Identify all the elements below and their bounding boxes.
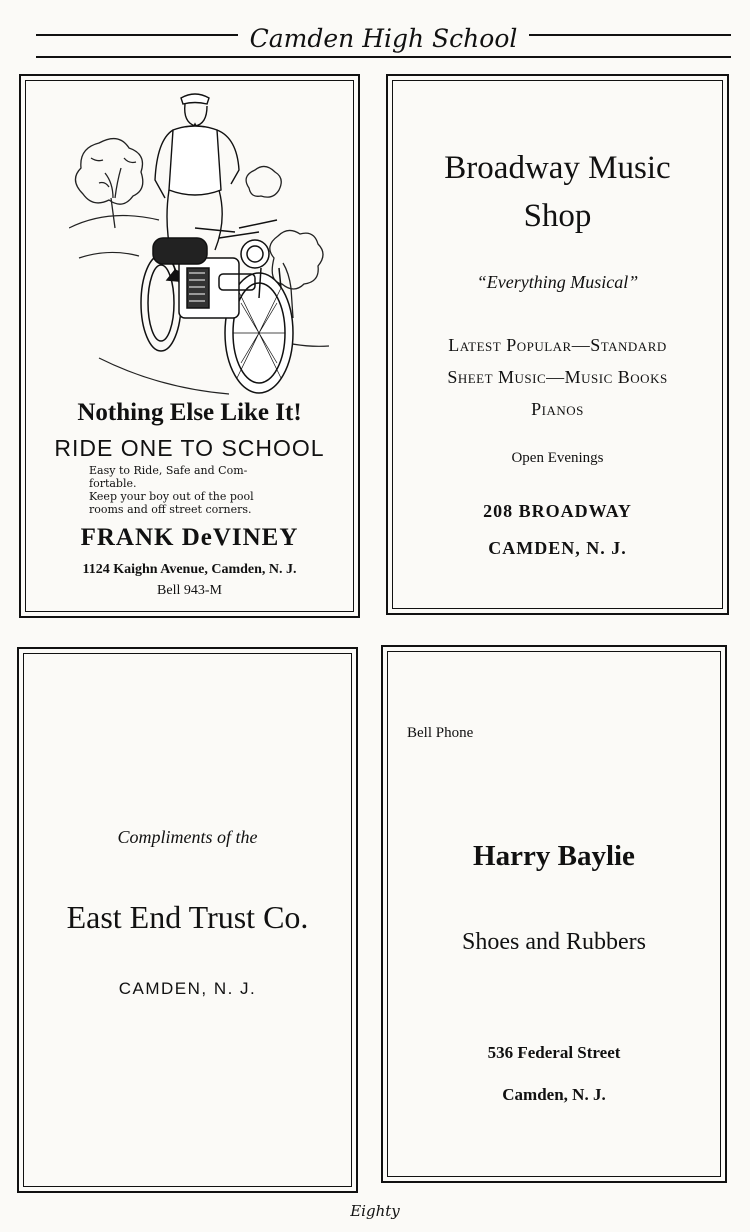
ad2-city: CAMDEN, N. J. — [488, 538, 627, 558]
ad1-body — [89, 464, 254, 516]
ad1-address: 1124 Kaighn Avenue, Camden, N. J. — [82, 562, 297, 577]
ad2-slogan: “Everything Musical” — [476, 272, 639, 292]
ad2-hours: Open Evenings — [511, 450, 604, 466]
ad2-line3: Pianos — [531, 399, 584, 419]
page-number: Eighty — [350, 1202, 400, 1220]
ad4-city: Camden, N. J. — [502, 1085, 606, 1104]
ad-harry-baylie — [381, 645, 727, 1183]
ad-broadway-music-shop — [386, 74, 729, 615]
motorcycle-illustration — [69, 88, 329, 398]
ad2-line1: Latest Popular—Standard — [448, 335, 667, 355]
ad1-subhead: RIDE ONE TO SCHOOL — [54, 435, 325, 461]
ad3-city: CAMDEN, N. J. — [118, 979, 257, 998]
ad3-compliments: Compliments of the — [117, 827, 258, 847]
ad2-title-line1: Broadway Music — [444, 150, 671, 186]
ad3-business-name: East End Trust Co. — [66, 899, 309, 935]
ad2-title-line2: Shop — [523, 198, 592, 234]
ad1-phone: Bell 943-M — [157, 583, 222, 598]
tree-left — [75, 139, 142, 228]
ad4-address: 536 Federal Street — [487, 1043, 621, 1062]
ad1-business-name: FRANK DeVINEY — [80, 524, 299, 551]
ad1-headline: Nothing Else Like It! — [77, 399, 302, 426]
header-title: Camden High School — [238, 24, 530, 53]
ad1-body-line4: rooms and off street corners. — [89, 503, 252, 516]
ad2-product-list — [388, 329, 727, 425]
ad1-body-line1: Easy to Ride, Safe and Com- — [89, 464, 248, 477]
page-header — [36, 12, 731, 62]
header-rule-bottom — [36, 56, 731, 58]
ad4-business-type: Shoes and Rubbers — [462, 929, 646, 955]
ad2-line2: Sheet Music—Music Books — [447, 367, 668, 387]
ad-east-end-trust — [17, 647, 358, 1193]
ad-frank-deviney — [19, 74, 360, 618]
ad2-title — [388, 144, 727, 240]
ad4-phone: Bell Phone — [407, 725, 474, 741]
ad1-body-line2: fortable. — [89, 477, 137, 490]
ad1-body-line3: Keep your boy out of the pool — [89, 490, 254, 503]
ad2-address: 208 BROADWAY — [483, 501, 632, 521]
ad4-business-name: Harry Baylie — [473, 840, 635, 872]
